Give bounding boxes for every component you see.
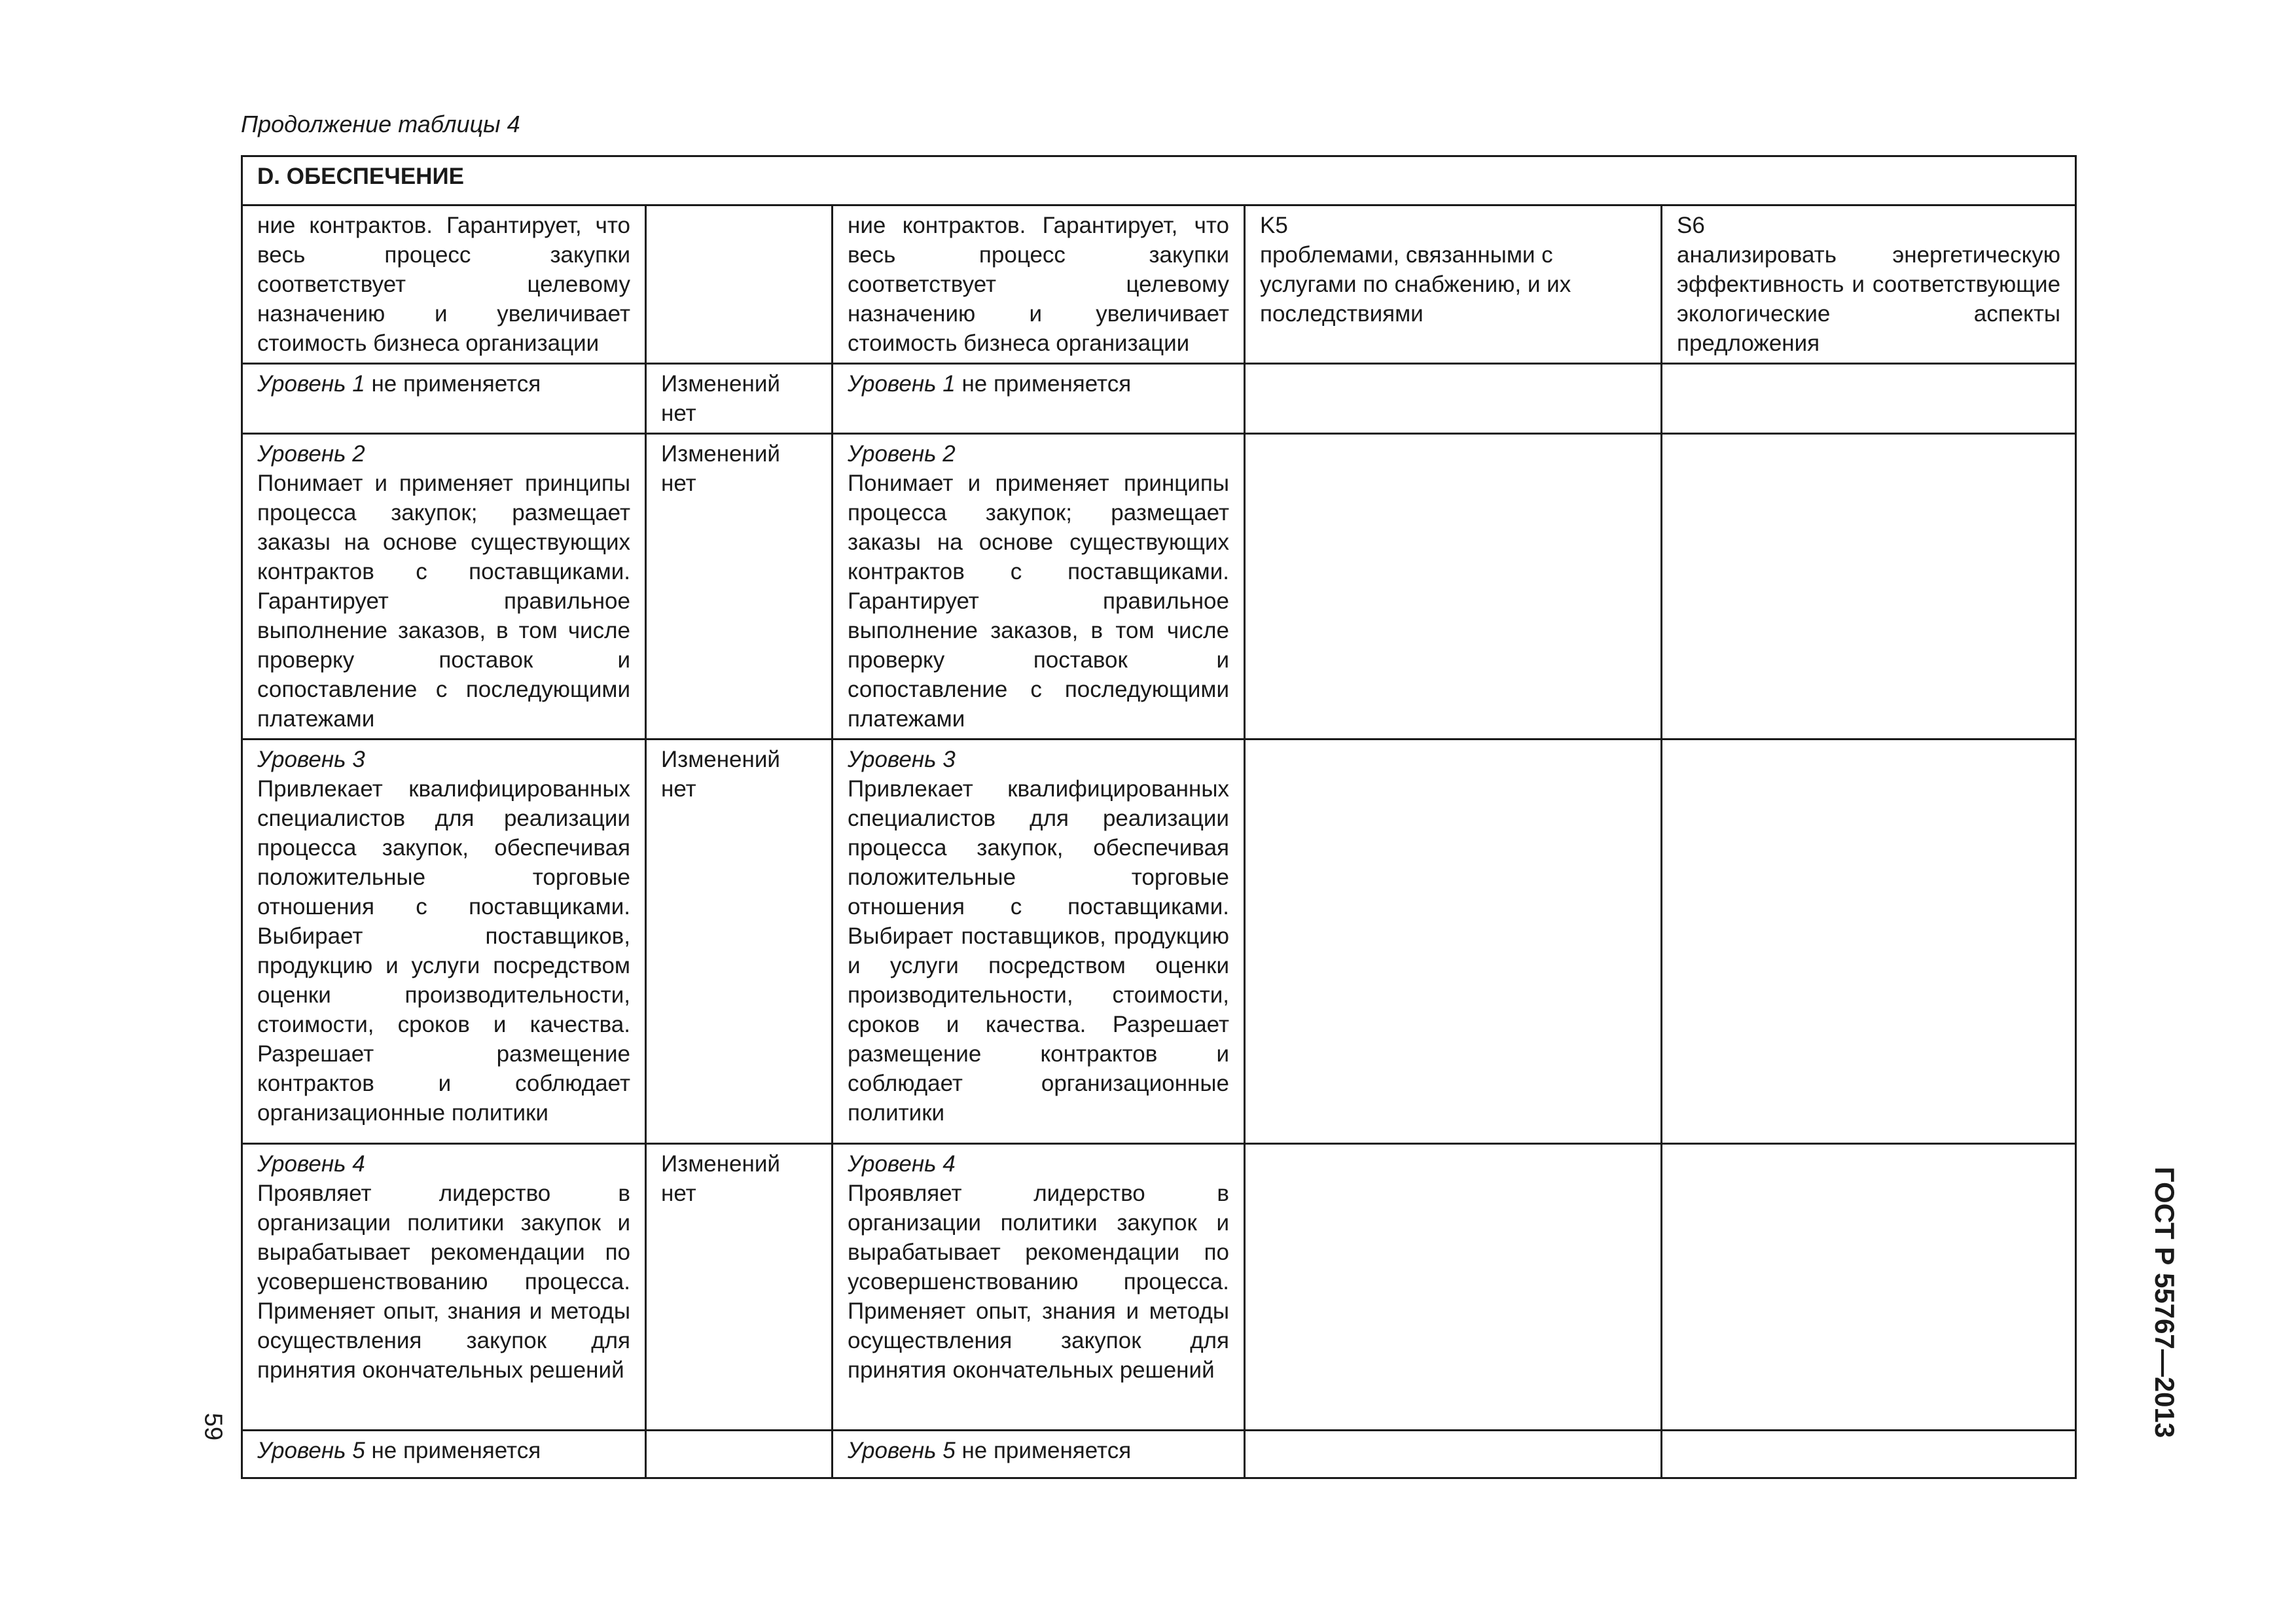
- table-row: [242, 364, 2076, 434]
- level-label: Уровень 2: [257, 441, 365, 467]
- level-description-new-cell: [833, 434, 1245, 740]
- level-label: Уровень 4: [257, 1151, 365, 1177]
- section-header: D. ОБЕСПЕЧЕНИЕ: [242, 156, 2076, 205]
- change-cell: Изменений нет: [646, 1144, 833, 1431]
- skill-cell: [1662, 740, 2076, 1144]
- table-header-row: [242, 156, 2076, 205]
- change-cell: [646, 205, 833, 364]
- level-description-new-cell: ние контрактов. Гарантирует, что весь процесс закупки соответствует целевому назначению и увеличивает стоимость бизнеса организации: [833, 205, 1245, 364]
- table-row: [242, 740, 2076, 1144]
- level-status: не применяется: [955, 1438, 1132, 1463]
- level-label: Уровень 3: [848, 747, 956, 772]
- level-description-new-cell: [833, 740, 1245, 1144]
- level-description-cell: [242, 1431, 646, 1478]
- level-label: Уровень 1: [257, 371, 365, 397]
- knowledge-cell: [1245, 1144, 1662, 1431]
- knowledge-cell: [1245, 740, 1662, 1144]
- change-cell: Изменений нет: [646, 434, 833, 740]
- knowledge-code: K5: [1260, 213, 1288, 238]
- change-cell: [646, 1431, 833, 1478]
- skill-cell: [1662, 364, 2076, 434]
- skill-cell: [1662, 1144, 2076, 1431]
- page-number-text: 59: [199, 1412, 227, 1441]
- page-number: [196, 1400, 229, 1453]
- skill-cell: [1662, 434, 2076, 740]
- table-row: [242, 205, 2076, 364]
- level-text: Привлекает квалифицированных специалистов для реализации процесса закупок, обеспечивая положительные торговые отношения с поставщиками. Выбирает поставщиков, продукцию и услуги посредством оценки производительности, стоимости, сроков и качества. Разрешает размещение контрактов и соблюдает организационные политики: [848, 776, 1229, 1126]
- level-label: Уровень 2: [848, 441, 956, 467]
- level-status: не применяется: [365, 1438, 541, 1463]
- competence-table: [241, 155, 2077, 1479]
- knowledge-text: проблемами, связанными с услугами по снабжению, и их последствиями: [1260, 242, 1571, 327]
- level-description-cell: [242, 1144, 646, 1431]
- level-text: Понимает и применяет принципы процесса закупок; размещает заказы на основе существующих контрактов с поставщиками. Гарантирует правильное выполнение заказов, в том числе проверку поставок и сопоставление с последующими платежами: [257, 471, 630, 732]
- change-cell: Изменений нет: [646, 364, 833, 434]
- change-cell: Изменений нет: [646, 740, 833, 1144]
- standard-code: [2136, 1165, 2193, 1440]
- knowledge-cell: [1245, 364, 1662, 434]
- level-text: Проявляет лидерство в организации политики закупок и вырабатывает рекомендации по усовершенствованию процесса. Применяет опыт, знания и методы осуществления закупок для принятия окончательных решений: [848, 1181, 1229, 1383]
- table-row: [242, 1431, 2076, 1478]
- level-description-new-cell: [833, 1144, 1245, 1431]
- skill-text: анализировать энергетическую эффективность и соответствующие экологические аспекты предложения: [1677, 242, 2061, 356]
- level-description-cell: ние контрактов. Гарантирует, что весь процесс закупки соответствует целевому назначению и увеличивает стоимость бизнеса организации: [242, 205, 646, 364]
- table-row: [242, 434, 2076, 740]
- level-label: Уровень 5: [848, 1438, 956, 1463]
- level-status: не применяется: [955, 371, 1132, 397]
- table-row: [242, 1144, 2076, 1431]
- level-status: не применяется: [365, 371, 541, 397]
- level-text: Проявляет лидерство в организации политики закупок и вырабатывает рекомендации по усовершенствованию процесса. Применяет опыт, знания и методы осуществления закупок для принятия окончательных решений: [257, 1181, 630, 1383]
- skill-code: S6: [1677, 213, 1705, 238]
- level-description-cell: [242, 740, 646, 1144]
- standard-code-text: ГОСТ Р 55767—2013: [2149, 1166, 2180, 1438]
- level-description-cell: [242, 364, 646, 434]
- skill-cell: [1662, 205, 2076, 364]
- level-description-cell: [242, 434, 646, 740]
- skill-cell: [1662, 1431, 2076, 1478]
- level-label: Уровень 1: [848, 371, 956, 397]
- knowledge-cell: [1245, 1431, 1662, 1478]
- table-caption: Продолжение таблицы 4: [241, 111, 520, 137]
- level-label: Уровень 4: [848, 1151, 956, 1177]
- level-description-new-cell: [833, 364, 1245, 434]
- knowledge-cell: [1245, 434, 1662, 740]
- knowledge-cell: [1245, 205, 1662, 364]
- level-text: Привлекает квалифицированных специалистов для реализации процесса закупок, обеспечивая положительные торговые отношения с поставщиками. Выбирает поставщиков, продукцию и услуги посредством оценки производительности, стоимости, сроков и качества. Разрешает размещение контрактов и соблюдает организационные политики: [257, 776, 630, 1126]
- level-text: Понимает и применяет принципы процесса закупок; размещает заказы на основе существующих контрактов с поставщиками. Гарантирует правильное выполнение заказов, в том числе проверку поставок и сопоставление с последующими платежами: [848, 471, 1229, 732]
- level-label: Уровень 3: [257, 747, 365, 772]
- level-description-new-cell: [833, 1431, 1245, 1478]
- level-label: Уровень 5: [257, 1438, 365, 1463]
